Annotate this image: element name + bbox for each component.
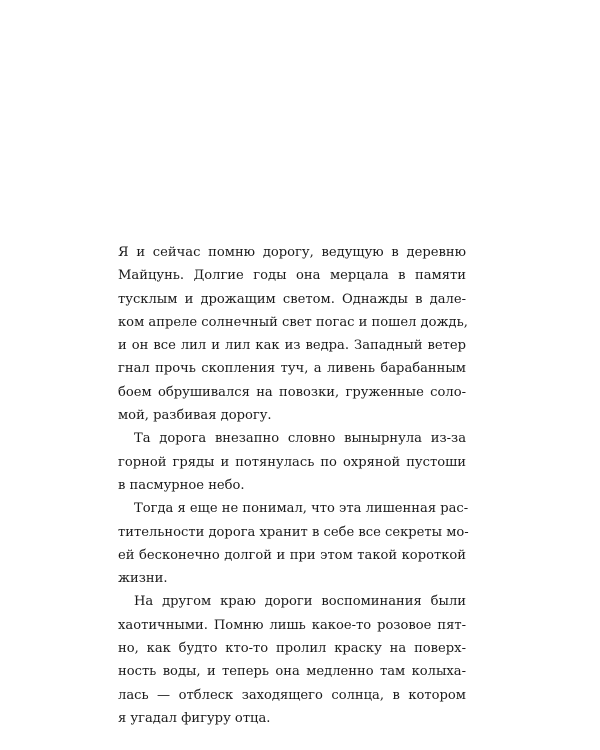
text-line: На другом краю дороги воспоминания были [134,594,466,610]
text-line: но, как будто кто-то пролил краску на поверх- [118,641,466,657]
text-line: жизни. [118,571,168,587]
text-line: тительности дорога хранит в себе все секреты мо- [118,524,469,540]
text-line: ком апреле солнечный свет погас и пошел дождь, [118,314,468,330]
text-line: я угадал фигуру отца. [118,710,271,726]
text-line: Та дорога внезапно словно вынырнула из-за [134,431,466,447]
paragraph-1 [118,241,466,427]
text-line: боем обрушивался на повозки, груженные соло- [118,384,466,400]
paragraph-4 [118,590,466,730]
text-line: тусклым и дрожащим светом. Однажды в дале- [118,291,466,307]
paragraph-3 [118,497,469,590]
paragraph-2 [118,427,466,497]
text-line: лась — отблеск заходящего солнца, в котором [118,687,466,703]
text-line: ность воды, и теперь она медленно там колыха- [118,664,466,680]
text-line: мой, разбивая дорогу. [118,408,272,424]
text-line: и он все лил и лил как из ведра. Западный ветер [118,338,466,354]
text-line: в пасмурное небо. [118,477,245,493]
text-line: Я и сейчас помню дорогу, ведущую в деревню [118,245,466,260]
text-line: ей бесконечно долгой и при этом такой короткой [118,547,466,563]
text-line: Майцунь. Долгие годы она мерцала в памяти [118,268,466,284]
text-line: гнал прочь скопления туч, а ливень барабанным [118,361,466,377]
text-line: Тогда я еще не понимал, что эта лишенная рас- [134,501,469,517]
text-line: горной гряды и потянулась по охряной пустоши [118,454,466,470]
body-text [118,241,469,730]
text-line: хаотичными. Помню лишь какое-то розовое пят- [118,617,466,633]
